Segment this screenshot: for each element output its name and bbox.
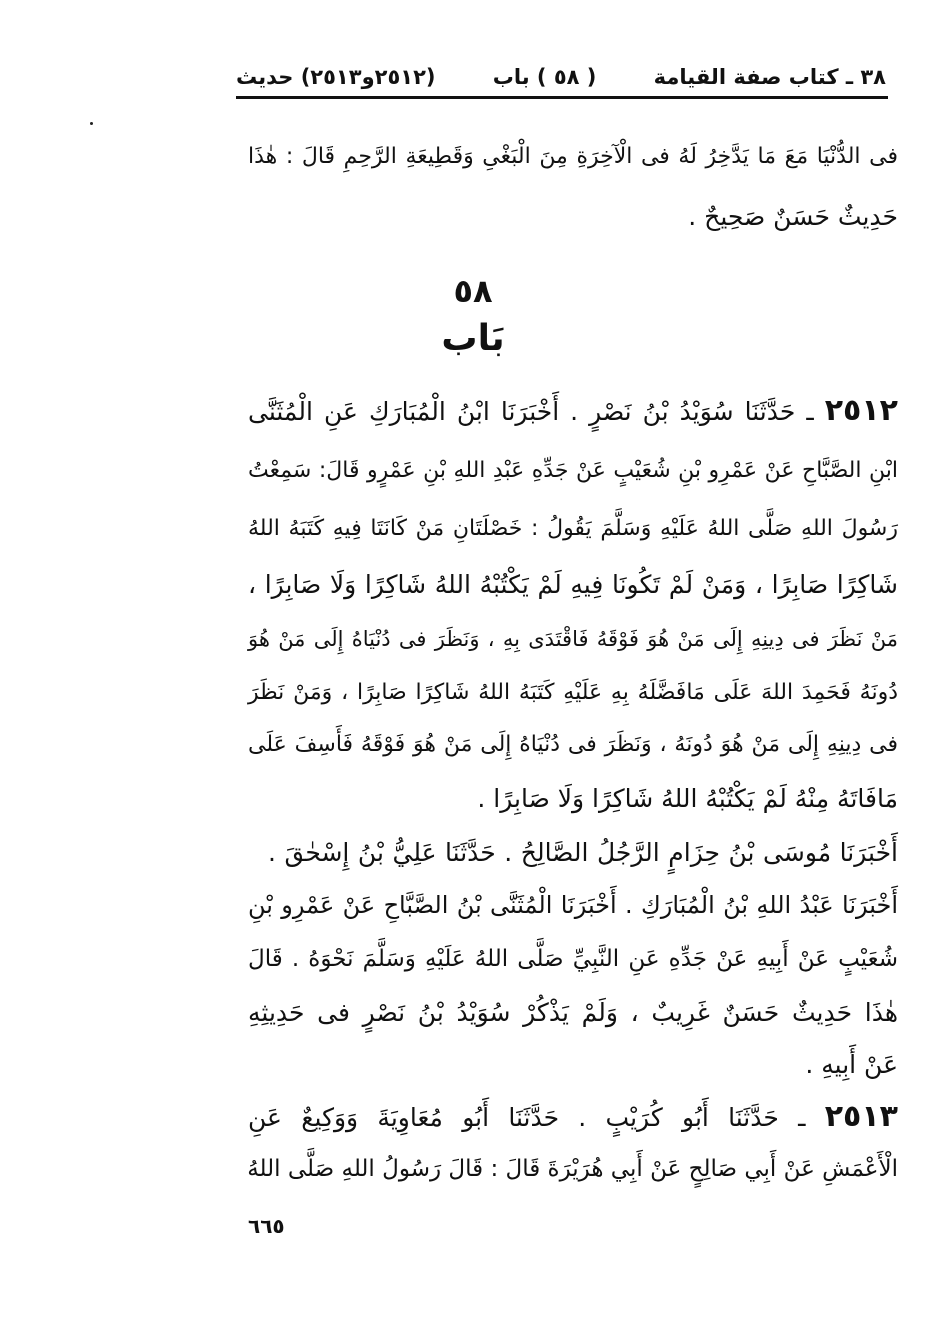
hadith-2513-line-1 — [248, 1100, 898, 1140]
isnad-line-5: عَنْ أَبِيهِ . — [805, 1050, 898, 1079]
hadith-number: ٢٥١٣ — [824, 1099, 898, 1134]
header-rule — [236, 96, 888, 99]
isnad-line-3: شُعَيْبٍ عَنْ أَبِيهِ عَنْ جَدِّهِ عَنِ النَّبِيِّ صَلَّى اللهُ عَلَيْهِ وَسَلَّمَ نَحْوَهُ . قَالَ — [248, 946, 898, 972]
hadith-2512-line-2: ابْنِ الصَّبَّاحِ عَنْ عَمْرِو بْنِ شُعَيْبٍ عَنْ جَدِّهِ عَبْدِ اللهِ بْنِ عَمْرٍو قَالَ: سَمِعْتُ — [248, 458, 898, 483]
hadith-text: ـ حَدَّثَنَا أَبُو كُرَيْبٍ . حَدَّثَنَا أَبُو مُعَاوِيَةَ وَوَكِيعٌ عَنِ — [248, 1103, 806, 1132]
header-book-title: ٣٨ ـ كتاب صفة القيامة — [653, 65, 886, 89]
hadith-number: ٢٥١٢ — [824, 393, 898, 428]
hadith-2512-line-1 — [248, 394, 898, 434]
chapter-number: ٥٨ — [453, 272, 493, 310]
isnad-line-4: هٰذَا حَدِيثٌ حَسَنٌ غَرِيبٌ ، وَلَمْ يَذْكُرْ سُوَيْدُ بْنُ نَصْرٍ فى حَدِيثِهِ — [248, 998, 898, 1027]
scan-speck — [90, 122, 93, 125]
header-chapter: ( ٥٨ ) باب — [492, 65, 597, 89]
hadith-2512-line-6: دُونَهُ فَحَمِدَ اللهَ عَلَى مَافَضَّلَهُ بِهِ عَلَيْهِ كَتَبَهُ اللهُ شَاكِرًا صَابِرًا ، وَمَنْ نَظَرَ — [248, 680, 898, 705]
running-header — [236, 58, 886, 96]
hadith-2512-line-5: مَنْ نَظَرَ فى دِينِهِ إِلَى مَنْ هُوَ فَوْقَهُ فَاقْتَدَى بِهِ ، وَنَظَرَ فى دُنْيَاهُ إِلَى مَنْ هُوَ — [248, 627, 898, 651]
intro-line-1: فى الدُّنْيَا مَعَ مَا يَدَّخِرُ لَهُ فى الْآخِرَةِ مِنَ الْبَغْىِ وَقَطِيعَةِ الرَّحِمِ قَالَ : هٰذَا — [248, 144, 898, 169]
hadith-text: ـ حَدَّثَنَا سُوَيْدُ بْنُ نَصْرٍ . أَخْبَرَنَا ابْنُ الْمُبَارَكِ عَنِ الْمُثَنَّى — [248, 397, 814, 426]
hadith-2512-line-4: شَاكِرًا صَابِرًا ، وَمَنْ لَمْ تَكُونَا فِيهِ لَمْ يَكْتُبْهُ اللهُ شَاكِرًا وَلَا صَابِرًا ، — [248, 570, 898, 599]
hadith-2512-line-8: مَافَاتَهُ مِنْهُ لَمْ يَكْتُبْهُ اللهُ شَاكِرًا وَلَا صَابِرًا . — [477, 784, 898, 813]
isnad-line-2: أَخْبَرَنَا عَبْدُ اللهِ بْنُ الْمُبَارَكِ . أَخْبَرَنَا الْمُثَنَّى بْنُ الصَّبَّاحِ عَنْ عَمْرِو بْنِ — [248, 891, 898, 919]
header-hadith-range: (٢٥١٢و٢٥١٣) حديث — [236, 65, 436, 89]
hadith-2513-line-2: الْأَعْمَشِ عَنْ أَبِي صَالِحٍ عَنْ أَبِي هُرَيْرَةَ قَالَ : قَالَ رَسُولُ اللهِ صَلَّى اللهُ — [247, 1156, 898, 1182]
intro-line-2: حَدِيثٌ حَسَنٌ صَحِيحٌ . — [688, 202, 898, 231]
hadith-2512-line-3: رَسُولَ اللهِ صَلَّى اللهُ عَلَيْهِ وَسَلَّمَ يَقُولُ : خَصْلَتَانِ مَنْ كَانَتَا فِيهِ كَتَبَهُ اللهُ — [248, 516, 898, 541]
hadith-2512-line-7: فى دِينِهِ إِلَى مَنْ هُوَ دُونَهُ ، وَنَظَرَ فى دُنْيَاهُ إِلَى مَنْ هُوَ فَوْقَهُ فَأَسِفَ عَلَى — [248, 732, 898, 757]
chapter-title: بَاب — [441, 318, 505, 359]
isnad-line-1: أَخْبَرَنَا مُوسَى بْنُ حِزَامٍ الرَّجُلُ الصَّالِحُ . حَدَّثَنَا عَلِيُّ بْنُ إِسْحٰقَ . — [268, 838, 898, 867]
page-number: ٦٦٥ — [248, 1214, 285, 1238]
